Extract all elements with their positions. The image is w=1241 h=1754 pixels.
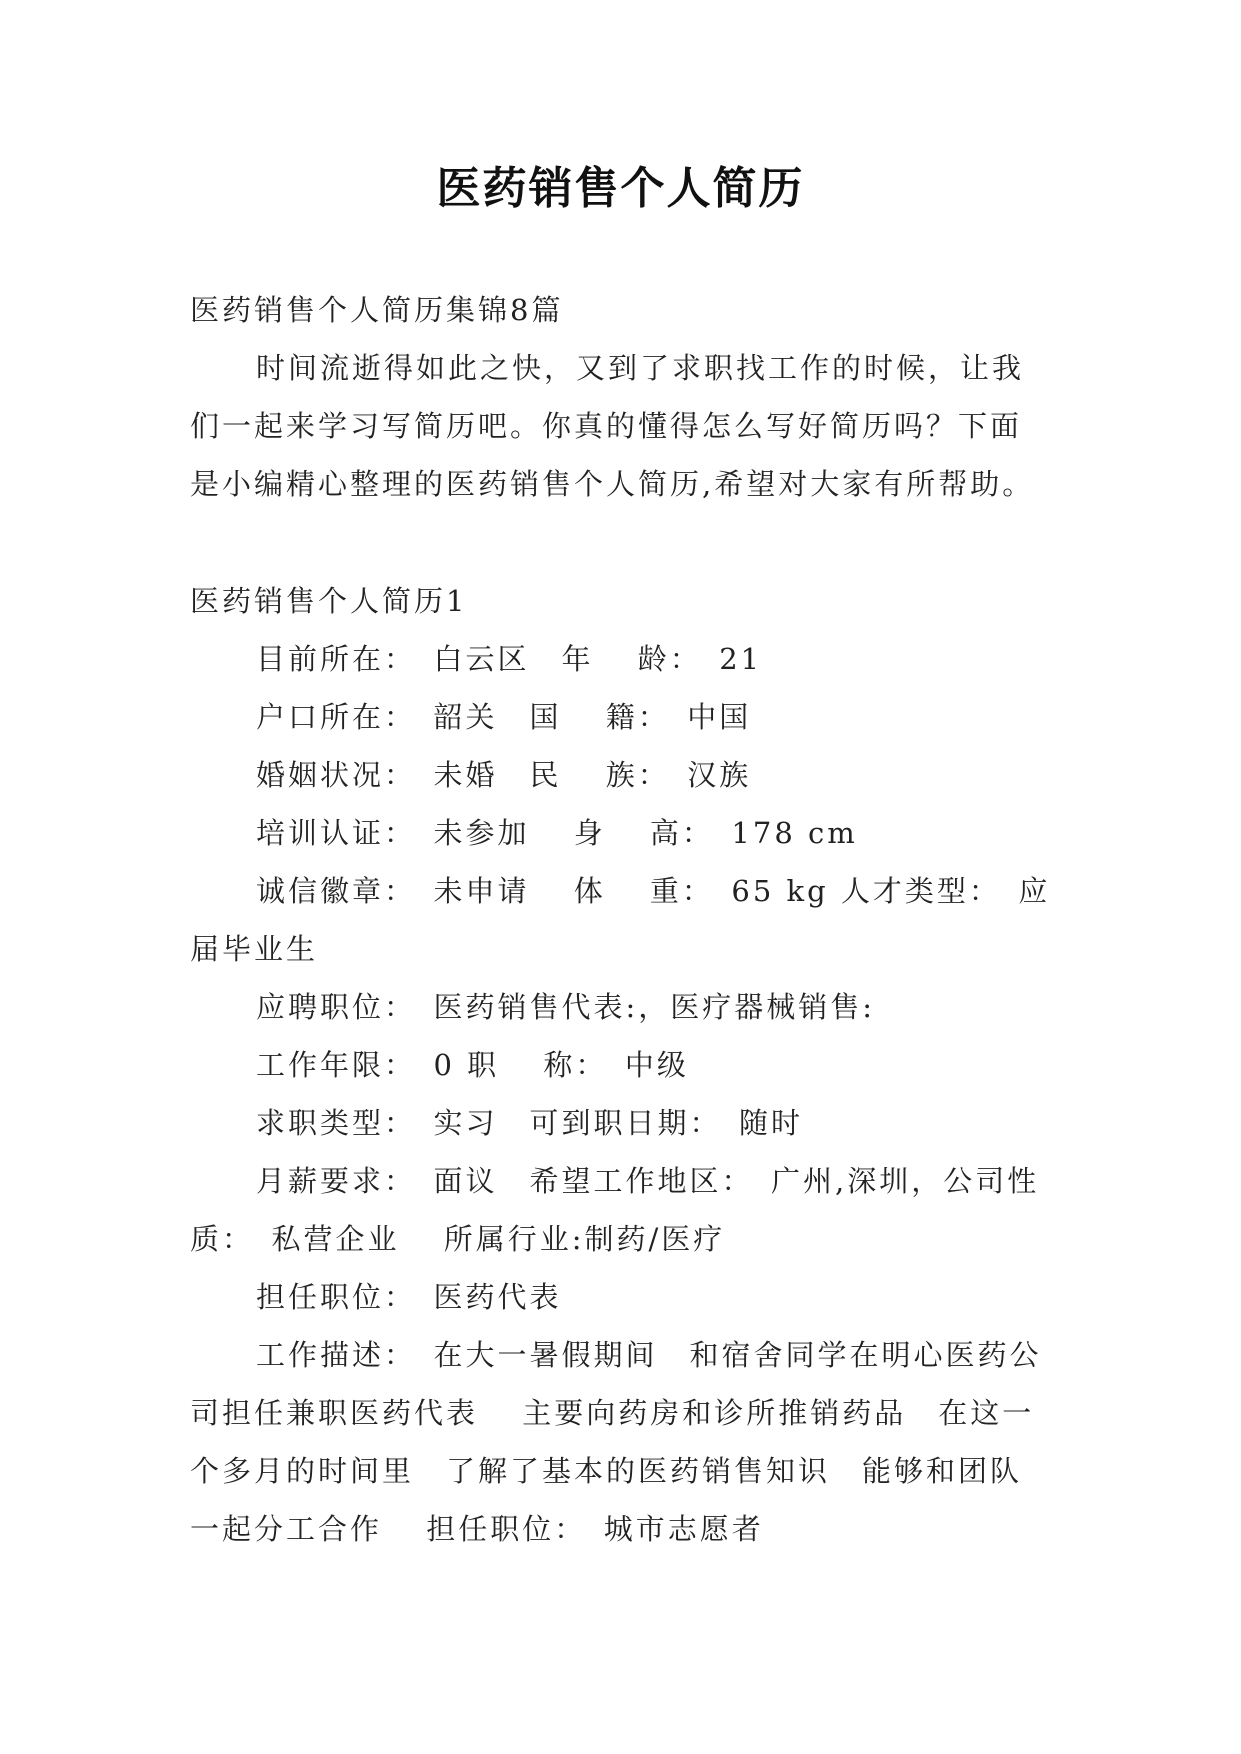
page-title: 医药销售个人简历 [436, 163, 805, 214]
resume-line-description: 工作描述： 在大一暑假期间 和宿舍同学在明心医药公 [256, 1338, 1042, 1372]
resume-line-hukou: 户口所在： 韶关 国 籍： 中国 [256, 700, 752, 734]
resume-line-badge: 诚信徽章： 未申请 体 重： 65 kg 人才类型： 应 [256, 874, 1051, 908]
resume-line-marital: 婚姻状况： 未婚 民 族： 汉族 [256, 758, 752, 792]
resume-line-badge-cont: 届毕业生 [190, 932, 319, 966]
resume-line-position: 应聘职位： 医药销售代表:，医疗器械销售: [256, 990, 876, 1024]
resume-line-description-2: 司担任兼职医药代表 主要向药房和诊所推销药品 在这一 [190, 1396, 1035, 1430]
resume-line-description-3: 个多月的时间里 了解了基本的医药销售知识 能够和团队 [190, 1454, 1023, 1488]
intro-line-1: 时间流逝得如此之快，又到了求职找工作的时候，让我 [256, 351, 1025, 385]
section-heading: 医药销售个人简历1 [190, 584, 468, 618]
resume-line-role: 担任职位： 医药代表 [256, 1280, 562, 1314]
resume-line-years: 工作年限： 0 职 称： 中级 [256, 1048, 689, 1082]
resume-line-description-4: 一起分工合作 担任职位： 城市志愿者 [190, 1512, 764, 1546]
subtitle: 医药销售个人简历集锦8篇 [190, 293, 564, 327]
intro-line-3: 是小编精心整理的医药销售个人简历,希望对大家有所帮助。 [190, 467, 1035, 501]
resume-line-salary-cont: 质： 私营企业 所属行业:制药/医疗 [190, 1222, 726, 1256]
intro-line-2: 们一起来学习写简历吧。你真的懂得怎么写好简历吗？下面 [190, 409, 1023, 443]
resume-line-salary: 月薪要求： 面议 希望工作地区： 广州,深圳，公司性 [256, 1164, 1040, 1198]
resume-line-training: 培训认证： 未参加 身 高： 178 cm [256, 816, 858, 850]
resume-line-residence: 目前所在： 白云区 年 龄： 21 [256, 642, 763, 676]
resume-line-jobtype: 求职类型： 实习 可到职日期： 随时 [256, 1106, 804, 1140]
